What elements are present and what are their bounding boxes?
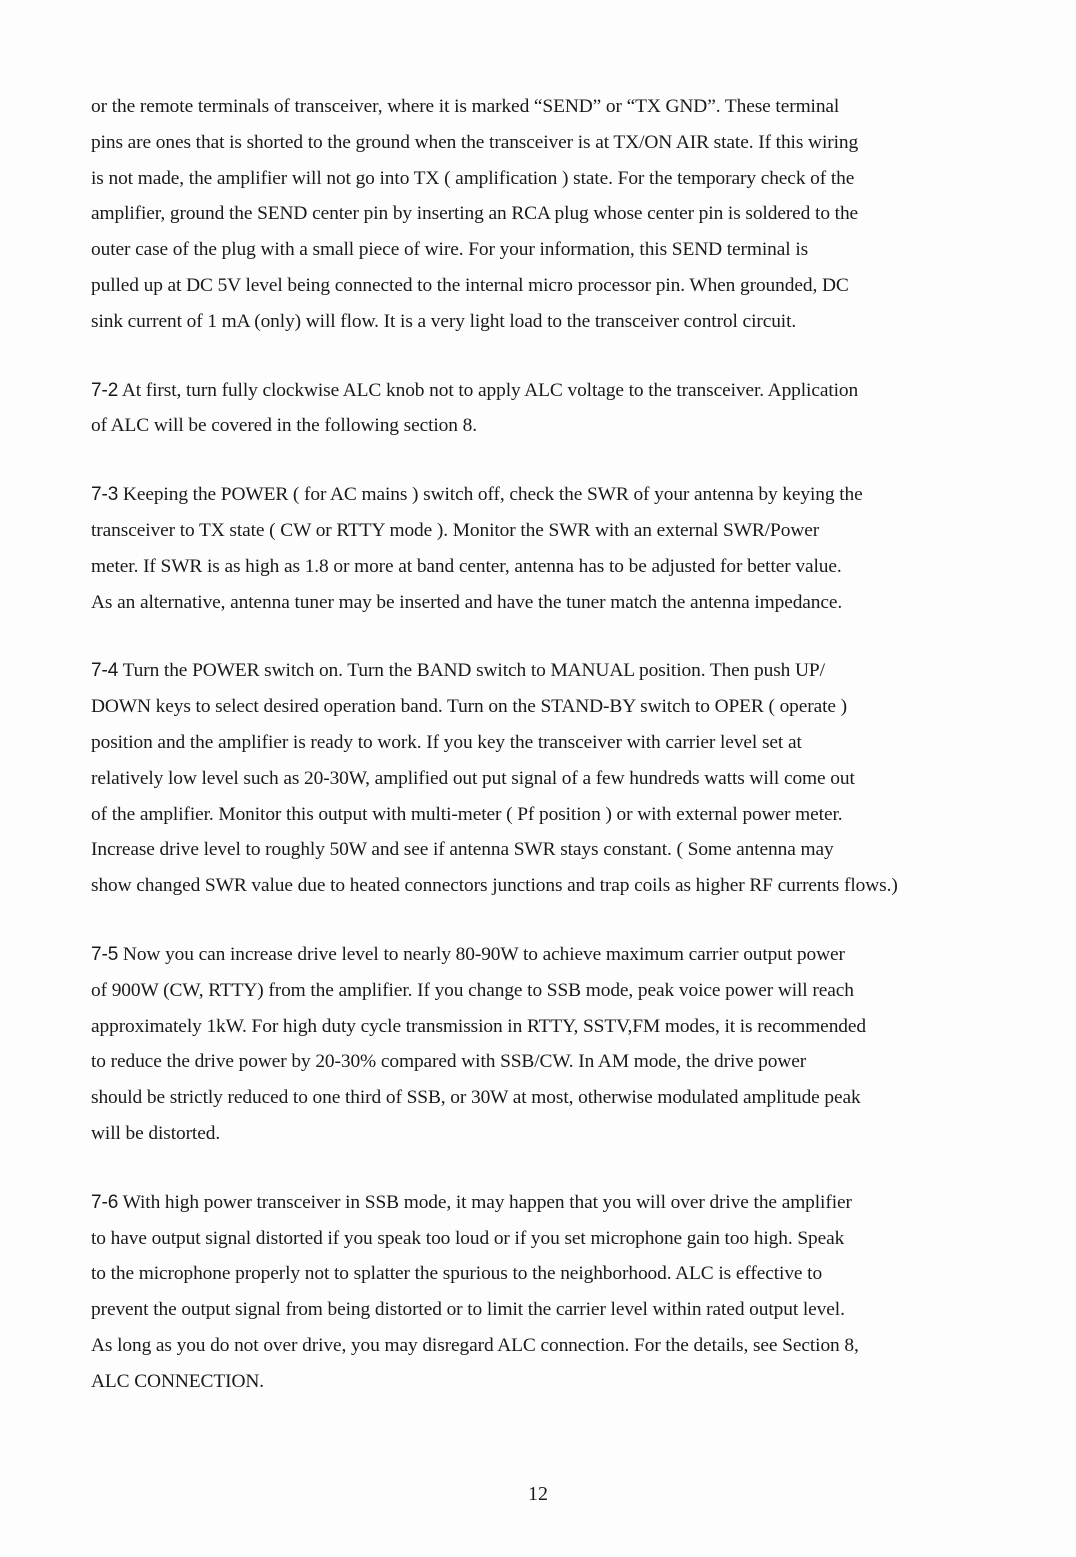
paragraph-text: Keeping the POWER ( for AC mains ) switch off, check the SWR of your antenna by keying the transceiver to TX state ( CW or RTTY mode ). Monitor the SWR with an external SWR/Power meter. If SWR is as high as 1.8 or more at band center, antenna has to be adjusted for better value. As an alternative, antenna tuner may be inserted and have the tuner match the antenna impedance. xyxy=(91,484,863,613)
paragraph-text: With high power transceiver in SSB mode, it may happen that you will over drive the amplifier to have output signal distorted if you speak too loud or if you set microphone gain too high. Speak to the microphone properly not to splatter the spurious to the neighborhood. ALC is effective to prevent the output signal from being distorted or to limit the carrier level within rated output level. As long as you do not over drive, you may disregard ALC connection. For the details, see Section 8, ALC CONNECTION. xyxy=(91,1191,859,1392)
paragraph-7-5 xyxy=(91,937,961,1152)
section-number: 7-3 xyxy=(91,484,119,506)
section-number: 7-6 xyxy=(91,1191,119,1213)
page-body xyxy=(91,89,961,1400)
page-number: 12 xyxy=(528,1483,548,1505)
paragraph-7-6 xyxy=(91,1185,961,1400)
paragraph-text: or the remote terminals of transceiver, where it is marked “SEND” or “TX GND”. These terminal pins are ones that is shorted to the ground when the transceiver is at TX/ON AIR state. If this wiring is not made, the amplifier will not go into TX ( amplification ) state. For the temporary check of the amplifier, ground the SEND center pin by inserting an RCA plug whose center pin is soldered to the outer case of the plug with a small piece of wire. For your information, this SEND terminal is pulled up at DC 5V level being connected to the internal micro processor pin. When grounded, DC sink current of 1 mA (only) will flow. It is a very light load to the transceiver control circuit. xyxy=(91,96,859,332)
paragraph-7-2 xyxy=(91,373,961,445)
paragraph-7-4 xyxy=(91,653,961,904)
paragraph-text: Now you can increase drive level to nearly 80-90W to achieve maximum carrier output power of 900W (CW, RTTY) from the amplifier. If you change to SSB mode, peak voice power will reach approximately 1kW. For high duty cycle transmission in RTTY, SSTV,FM modes, it is recommended to reduce the drive power by 20-30% compared with SSB/CW. In AM mode, the drive power should be strictly reduced to one third of SSB, or 30W at most, otherwise modulated amplitude peak will be distorted. xyxy=(91,943,866,1144)
section-number: 7-5 xyxy=(91,943,119,965)
paragraph-text: At first, turn fully clockwise ALC knob not to apply ALC voltage to the transceiver. Application of ALC will be covered in the following section 8. xyxy=(91,379,859,437)
paragraph-text: Turn the POWER switch on. Turn the BAND switch to MANUAL position. Then push UP/ DOWN keys to select desired operation band. Turn on the STAND-BY switch to OPER ( operate ) position and the amplifier is ready to work. If you key the transceiver with carrier level set at relatively low level such as 20-30W, amplified out put signal of a few hundreds watts will come out of the amplifier. Monitor this output with multi-meter ( Pf position ) or with external power meter. Increase drive level to roughly 50W and see if antenna SWR stays constant. ( Some antenna may show changed SWR value due to heated connectors junctions and trap coils as higher RF currents flows.) xyxy=(91,660,898,897)
paragraph-send-terminal xyxy=(91,89,961,340)
section-number: 7-2 xyxy=(91,379,119,401)
paragraph-7-3 xyxy=(91,477,961,620)
section-number: 7-4 xyxy=(91,660,119,682)
